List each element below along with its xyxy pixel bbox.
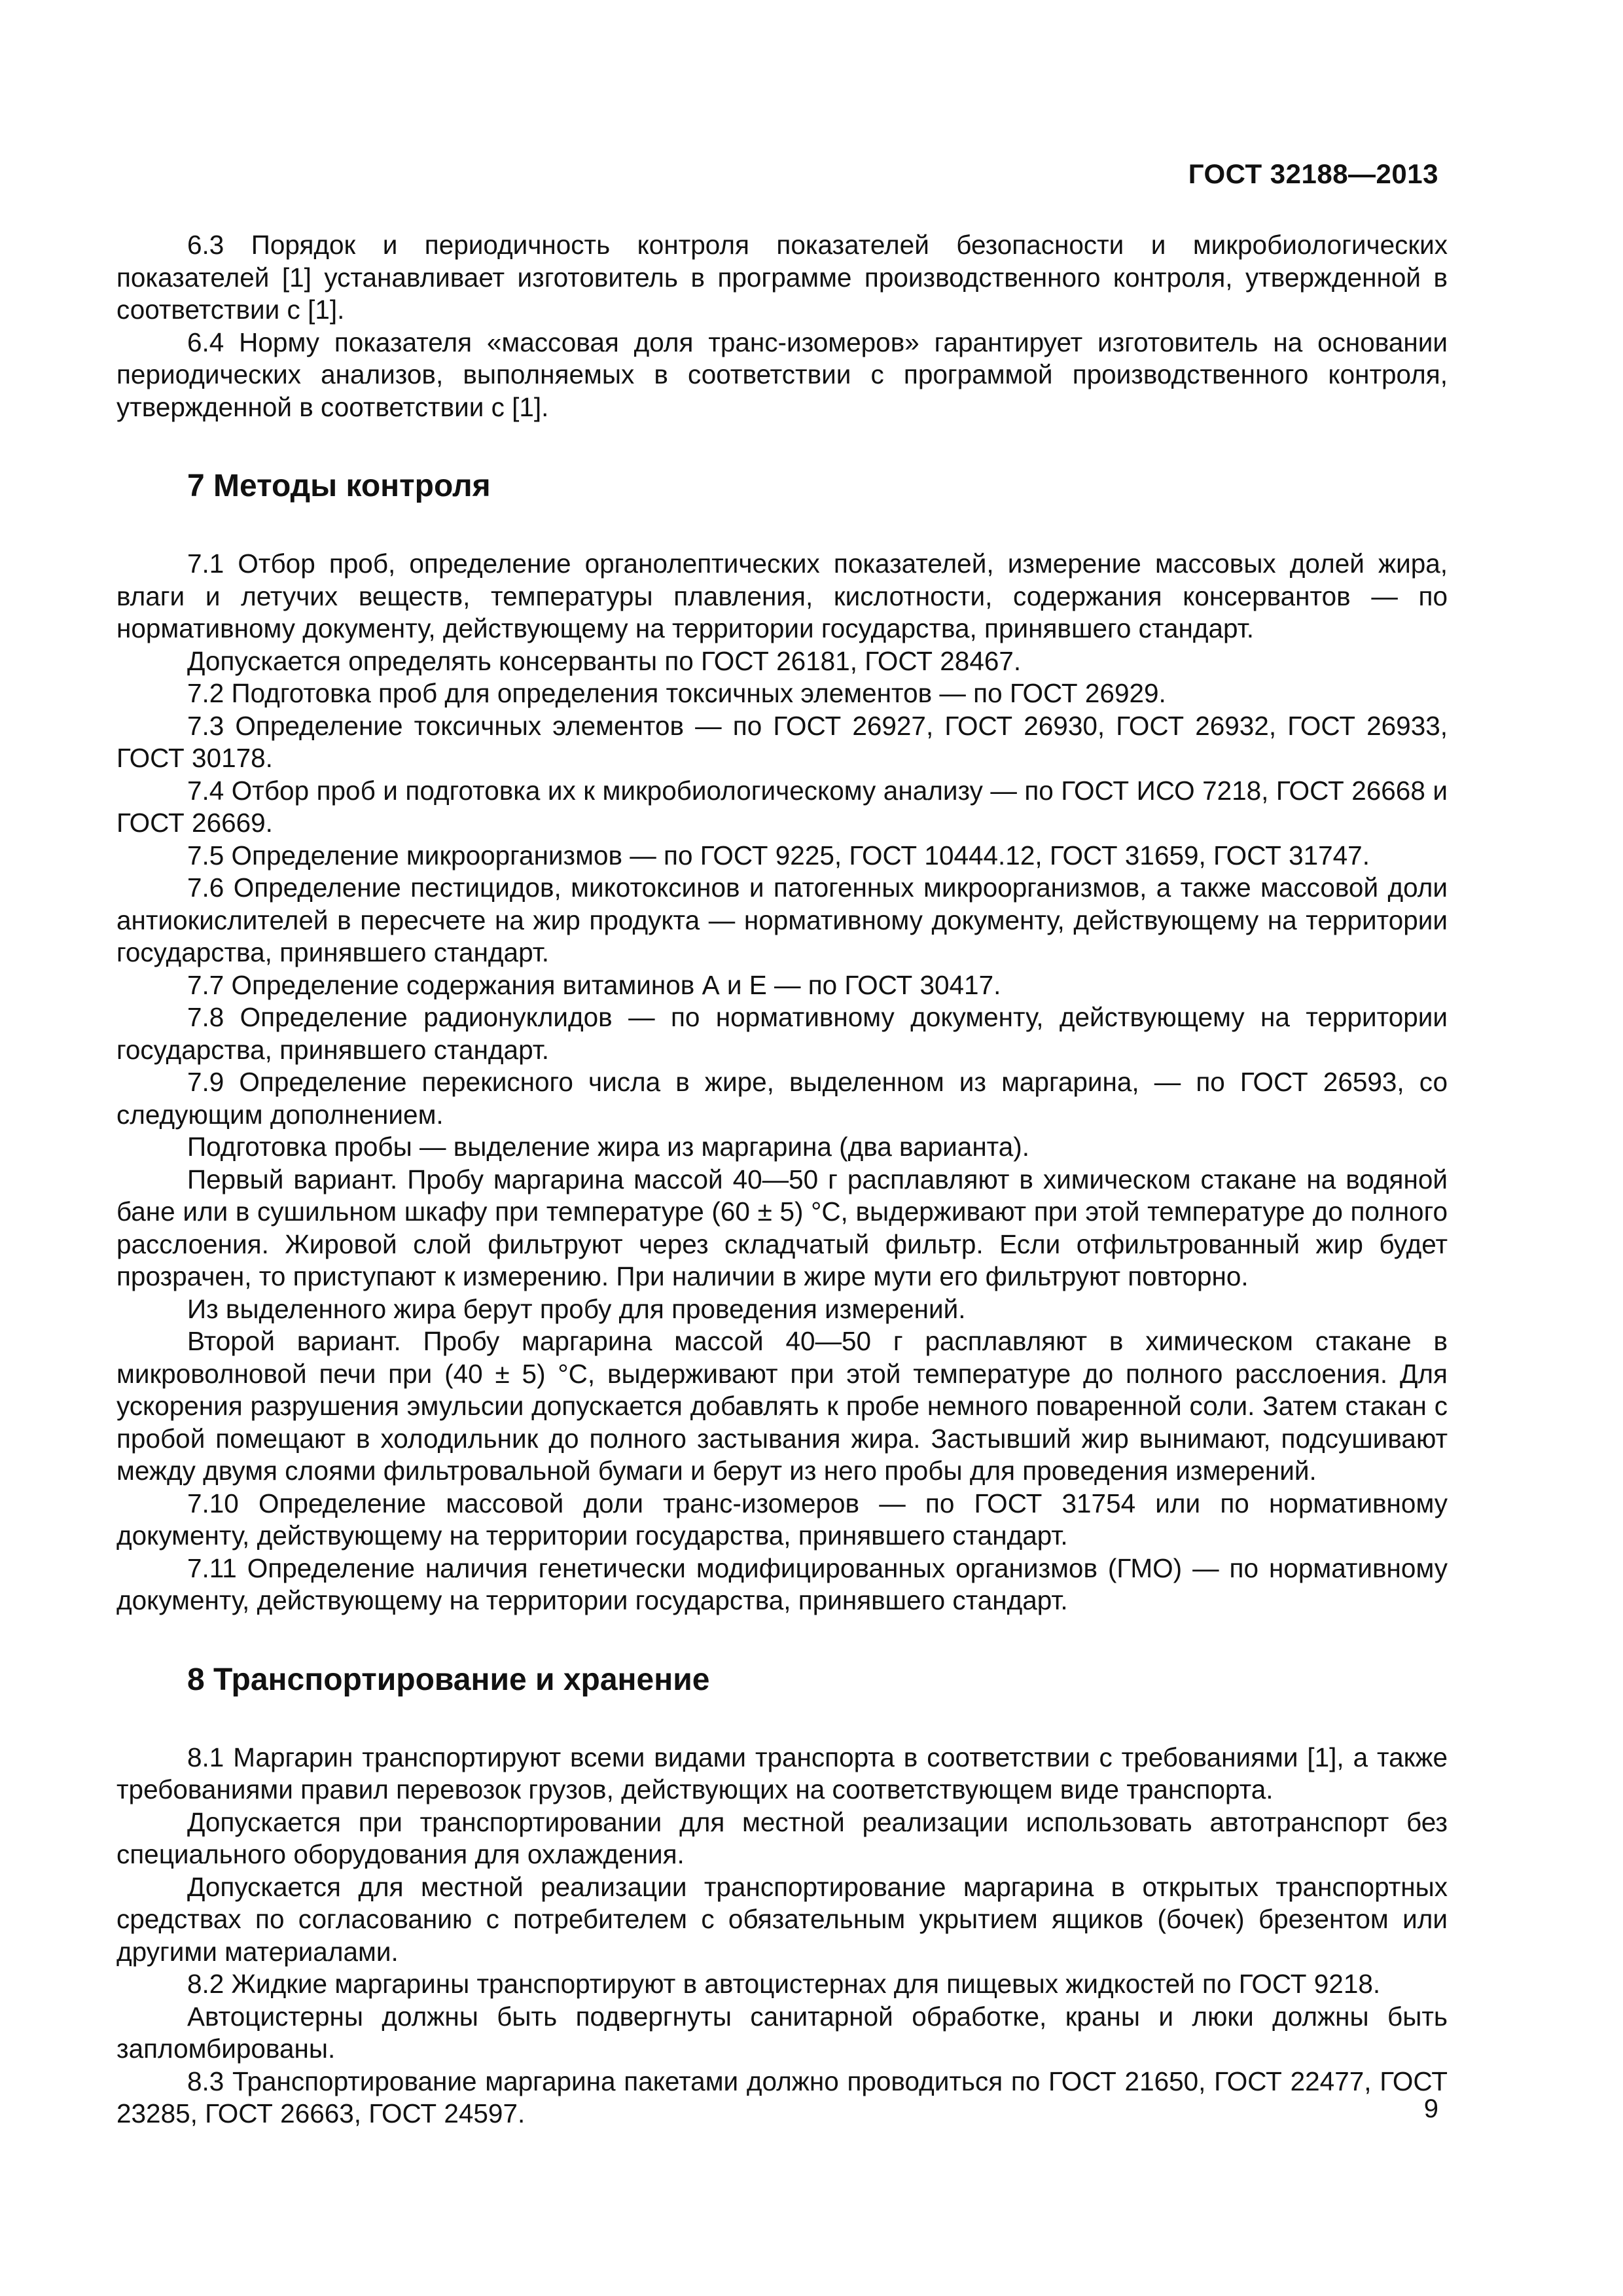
paragraph-8-2: 8.2 Жидкие маргарины транспортируют в автоцистернах для пищевых жидкостей по ГОСТ 9218. [187, 1969, 1381, 1999]
paragraph-7-1-note: Допускается определять консерванты по ГОСТ 26181, ГОСТ 28467. [187, 645, 1022, 676]
section-7-heading: 7 Методы контроля [187, 469, 491, 503]
paragraph-7-4: 7.4 Отбор проб и подготовка их к микробиологическому анализу — по ГОСТ ИСО 7218, ГОСТ 26668 и ГОСТ 26669. [116, 775, 1448, 838]
paragraph-8-1-note-2: Допускается для местной реализации транспортирование маргарина в открытых транспортных средствах по согласованию с потребителем с обязательным укрытием ящиков (бочек) брезентом или другими материалами. [116, 1871, 1448, 1967]
paragraph-7-11: 7.11 Определение наличия генетически модифицированных организмов (ГМО) — по нормативному документу, действующему на территории государства, принявшего стандарт. [116, 1552, 1448, 1615]
paragraph-second-variant: Второй вариант. Пробу маргарина массой 40—50 г расплавляют в химическом стакане в микроволновой печи при (40 ± 5) °С, выдерживают при этой температуре до полного расслоения. Для ускорения разрушения эмульсии допускается добавлять к пробе немного поваренной соли. Затем стакан с пробой помещают в холодильник до полного застывания жира. Застывший жир вынимают, подсушивают между двумя слоями фильтровальной бумаги и берут из него пробы для проведения измерений. [116, 1326, 1448, 1486]
paragraph-7-7: 7.7 Определение содержания витаминов А и Е — по ГОСТ 30417. [187, 969, 1001, 1000]
paragraph-sample-prep: Подготовка пробы — выделение жира из маргарина (два варианта). [187, 1132, 1030, 1162]
paragraph-7-5: 7.5 Определение микроорганизмов — по ГОСТ 9225, ГОСТ 10444.12, ГОСТ 31659, ГОСТ 31747. [187, 840, 1370, 870]
paragraph-8-3: 8.3 Транспортирование маргарина пакетами должно проводиться по ГОСТ 21650, ГОСТ 22477, ГОСТ 23285, ГОСТ 26663, ГОСТ 24597. [116, 2066, 1448, 2128]
paragraph-7-6: 7.6 Определение пестицидов, микотоксинов и патогенных микроорганизмов, а также массовой доли антиокислителей в пересчете на жир продукта — нормативному документу, действующему на территории государства, принявшего стандарт. [116, 872, 1448, 967]
paragraph-7-1: 7.1 Отбор проб, определение органолептических показателей, измерение массовых долей жира, влаги и летучих веществ, температуры плавления, кислотности, содержания консервантов — по нормативному документу, действующему на территории государства, принявшего стандарт. [116, 548, 1448, 643]
page-number: 9 [1423, 2094, 1438, 2123]
paragraph-7-2: 7.2 Подготовка проб для определения токсичных элементов — по ГОСТ 26929. [187, 678, 1166, 708]
page-content [116, 229, 1448, 2130]
paragraph-6-3: 6.3 Порядок и периодичность контроля показателей безопасности и микробиологических показателей [1] устанавливает изготовитель в программе производственного контроля, утвержденной в соответствии с [1]. [116, 230, 1448, 325]
paragraph-8-2-note: Автоцистерны должны быть подвергнуты санитарной обработке, краны и люки должны быть запломбированы. [116, 2001, 1448, 2064]
paragraph-7-3: 7.3 Определение токсичных элементов — по ГОСТ 26927, ГОСТ 26930, ГОСТ 26932, ГОСТ 26933, ГОСТ 30178. [116, 710, 1448, 773]
paragraph-8-1-note-1: Допускается при транспортировании для местной реализации использовать автотранспорт без специального оборудования для охлаждения. [116, 1806, 1448, 1869]
section-8-heading: 8 Транспортирование и хранение [187, 1662, 710, 1697]
document-code: ГОСТ 32188—2013 [1188, 158, 1438, 189]
paragraph-first-variant: Первый вариант. Пробу маргарина массой 40—50 г расплавляют в химическом стакане на водяной бане или в сушильном шкафу при температуре (60 ± 5) °С, выдерживают при этой температуре до полного расслоения. Жировой слой фильтруют через складчатый фильтр. Если отфильтрованный жир будет прозрачен, то приступают к измерению. При наличии в жире мути его фильтруют повторно. [116, 1164, 1448, 1291]
paragraph-8-1: 8.1 Маргарин транспортируют всеми видами транспорта в соответствии с требованиями [1], а также требованиями правил перевозок грузов, действующих на соответствующем виде транспорта. [116, 1742, 1448, 1804]
paragraph-6-4: 6.4 Норму показателя «массовая доля транс-изомеров» гарантирует изготовитель на основании периодических анализов, выполняемых в соответствии с программой производственного контроля, утвержденной в соответствии с [1]. [116, 327, 1448, 422]
paragraph-7-10: 7.10 Определение массовой доли транс-изомеров — по ГОСТ 31754 или по нормативному документу, действующему на территории государства, принявшего стандарт. [116, 1488, 1448, 1551]
paragraph-7-8: 7.8 Определение радионуклидов — по нормативному документу, действующему на территории государства, принявшего стандарт. [116, 1002, 1448, 1065]
paragraph-sample-take: Из выделенного жира берут пробу для проведения измерений. [187, 1293, 966, 1324]
paragraph-7-9: 7.9 Определение перекисного числа в жире, выделенном из маргарина, — по ГОСТ 26593, со следующим дополнением. [116, 1067, 1448, 1130]
